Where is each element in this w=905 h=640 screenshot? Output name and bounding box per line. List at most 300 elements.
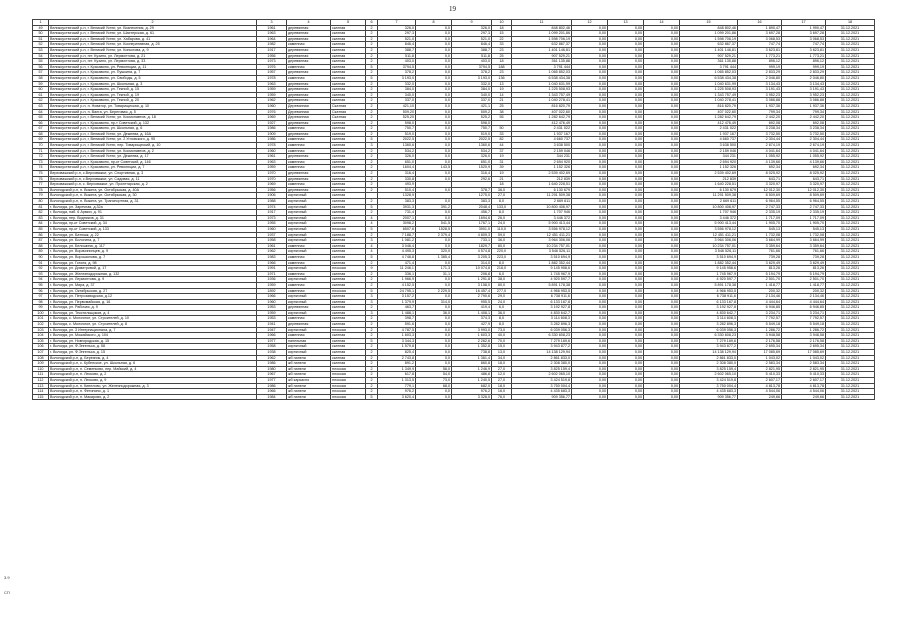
table-cell: 6 738 911,6 [680,294,738,300]
table-cell: 84 [33,221,49,227]
table-cell: 3 638 500 [680,143,738,149]
table-cell: кирпичный [287,199,331,205]
table-cell: 1960 [257,299,287,305]
table-cell: 486,6 [452,372,492,378]
table-cell: 0,00 [644,215,680,221]
table-cell: скатная [331,199,366,205]
table-cell: скатная [331,154,366,160]
table-cell: 31.12.2021 [826,47,875,53]
table-cell: 0,00 [572,53,608,59]
table-cell: 31.12.2021 [826,31,875,37]
table-cell: 31.12.2021 [826,366,875,372]
column-number: 13 [608,20,644,26]
table-cell: 891,2 [378,361,416,367]
table-cell: 1958 [257,238,287,244]
table-cell: 6,0 [492,271,512,277]
table-cell: 58,0 [416,366,452,372]
table-cell: 1978 [257,143,287,149]
table-cell: 2 [366,232,378,238]
table-cell: скатная [331,131,366,137]
table-cell: 188 [492,64,512,70]
table-cell: 5 549,18 [782,322,826,328]
table-cell: 3 424 519,8 [680,378,738,384]
table-cell: каменная [287,333,331,339]
table-cell: 2 [366,355,378,361]
table-cell: 18 [492,59,512,65]
table-cell: 4 748,8 [378,254,416,260]
column-number: 5 [331,20,366,26]
table-cell: 9 [366,266,378,272]
table-cell: 0,00 [644,148,680,154]
table-cell: 1962 [257,98,287,104]
table-cell: 2 [366,277,378,283]
table-cell: 61 [33,92,49,98]
table-cell: 2 861 833,0 [680,355,738,361]
table-cell: скатная [331,243,366,249]
table-cell: 2 [366,59,378,65]
table-cell: кирпичный [287,210,331,216]
table-cell: 50 [33,31,49,37]
table-cell: каменная [287,271,331,277]
table-cell: 17 085,69 [738,350,782,356]
table-cell: Вологодский р-н, п. Вожега, ул. Октябрьская, д. 30 [49,193,257,199]
table-cell: скатная [331,355,366,361]
table-cell: скатная [331,361,366,367]
table-cell: 25 [492,103,512,109]
table-cell: скатная [331,187,366,193]
table-cell: 412 476,49 [512,120,572,126]
table-cell: 0,00 [608,154,644,160]
table-cell: 0,00 [608,193,644,199]
table-cell: 21 [492,176,512,182]
table-cell: 0,00 [608,176,644,182]
table-cell: 0,00 [608,232,644,238]
table-cell: 1528,5 [416,226,452,232]
table-cell: 4 495,3 [378,249,416,255]
table-cell: 53 [33,47,49,53]
table-cell: г. Вологда, пр-кт Советский, д. 133 [49,226,257,232]
table-cell: 31.12.2021 [826,36,875,42]
table-cell: 0,0 [416,327,452,333]
table-cell: 1328,9 [378,193,416,199]
table-cell: 1 773,21 [738,53,782,59]
table-cell: 8 509,69 [782,193,826,199]
column-number: 2 [49,20,257,26]
table-cell: 14 138 129,94 [680,350,738,356]
table-cell: 96 [33,288,49,294]
table-cell: 5 [366,226,378,232]
table-cell: 0,00 [572,327,608,333]
table-cell: 0,00 [572,249,608,255]
table-cell: 2 [366,92,378,98]
table-cell: 0,0 [416,316,452,322]
table-cell: 3 [366,294,378,300]
table-cell: 2 431 022 [512,126,572,132]
table-cell: 4 139,66 [738,159,782,165]
table-cell: 510,4 [378,187,416,193]
table-cell: 12 012,30 [782,187,826,193]
table-cell: Великоустюгский р-н, г. Великий Устюг, ул. Вознесения, д. 29 [49,25,257,31]
table-cell: 31.12.2021 [826,266,875,272]
table-cell: 0,0 [416,215,452,221]
table-cell: 378,2 [378,70,416,76]
table-cell: скатная [331,92,366,98]
table-cell: 0,00 [572,42,608,48]
table-cell: 0,00 [644,109,680,115]
table-cell: 97 [33,294,49,300]
table-cell: 4 [366,243,378,249]
table-cell: 0,00 [608,350,644,356]
table-cell: 31.12.2021 [826,204,875,210]
table-cell: 18 [492,182,512,188]
table-cell: 591,6 [378,322,416,328]
table-cell: 0,0 [416,103,452,109]
table-cell: 3 629,49 [782,260,826,266]
table-cell: 3 359,64 [782,243,826,249]
table-cell: 0,00 [608,383,644,389]
table-cell: 1 286,72 [782,327,826,333]
table-cell: 3 086,88 [738,98,782,104]
table-cell: 3794,5 [378,64,416,70]
table-cell: 0,00 [608,109,644,115]
table-cell: 0,00 [644,282,680,288]
table-cell: 3794,5 [452,64,492,70]
table-cell: 108 [33,355,49,361]
table-cell: 314,0 [452,260,492,266]
table-cell: 747,74 [782,42,826,48]
table-cell: 0,00 [608,389,644,395]
table-cell: 2022,5 [452,137,492,143]
table-cell: 2 695,34 [782,344,826,350]
table-cell: 0,00 [572,215,608,221]
table-cell: 1767,1 [452,221,492,227]
table-cell: 816 820,79 [680,103,738,109]
table-cell: 0,00 [608,131,644,137]
table-cell: 0,00 [608,249,644,255]
table-cell: 391,2 [416,204,452,210]
table-cell: 102 [33,322,49,328]
table-cell: 0,00 [644,316,680,322]
table-cell: 31.12.2021 [826,277,875,283]
table-cell: 0,0 [416,47,452,53]
table-cell: кирпичный [287,350,331,356]
table-cell: 2 [366,305,378,311]
table-cell: плоская [331,366,366,372]
table-cell: 16,0 [492,389,512,395]
table-cell: 6 133 167,8 [512,299,572,305]
table-cell: 1 099 201,86 [512,31,572,37]
table-cell: 0,00 [608,98,644,104]
table-cell: 1 990,47 [782,25,826,31]
table-cell: 3 086,88 [782,98,826,104]
table-cell: 31.12.2021 [826,126,875,132]
table-cell: 80 [33,199,49,205]
table-cell: 77 [33,182,49,188]
table-cell: 1936 [257,277,287,283]
table-cell: 731,4 [378,210,416,216]
table-cell: 8,0 [492,260,512,266]
table-cell: 779,1 [378,383,416,389]
table-cell: 0,00 [608,199,644,205]
table-cell: 2 669 611 [680,199,738,205]
table-cell: 6 738 911,6 [512,294,572,300]
table-cell: 4 966 953,5 [680,288,738,294]
table-cell: 0,0 [416,305,452,311]
table-cell: г. Вологда, ул. 3 Интернационала, д. 7 [49,327,257,333]
table-cell: 344 231 [680,154,738,160]
table-cell: 292,6 [452,176,492,182]
table-cell: жб панели [287,366,331,372]
table-cell: 1959 [257,92,287,98]
table-cell: скатная [331,98,366,104]
table-cell: 18,0 [492,383,512,389]
table-cell: скатная [331,238,366,244]
table-cell: 3098,2 [378,221,416,227]
table-cell: 0,00 [644,271,680,277]
table-cell: 6 130 679 [512,187,572,193]
table-cell: 0,00 [644,204,680,210]
table-cell: 0,00 [644,294,680,300]
table-cell: 4 041,64 [738,148,782,154]
table-cell: 3 193,0 [452,75,492,81]
table-cell: 0,00 [608,115,644,121]
table-cell: 2 046,80 [782,75,826,81]
table-cell: 31.12.2021 [826,355,875,361]
table-cell: 0,00 [608,277,644,283]
table-cell: 31.12.2021 [826,81,875,87]
table-cell: г. Вологда, ул. Мира, д. 37 [49,282,257,288]
table-cell: плоская [331,389,366,395]
table-cell: 10 234 757,01 [512,243,572,249]
table-cell: 976,2 [378,389,416,395]
table-cell: 31.12.2021 [826,187,875,193]
table-cell: 750,7 [452,126,492,132]
table-cell: 31.12.2021 [826,75,875,81]
table-cell: 3 359,64 [738,243,782,249]
table-cell: деревянная [287,53,331,59]
table-cell: 0,0 [416,333,452,339]
table-cell: г. Вологда, ул. Первомайская, д. 16 [49,299,257,305]
table-cell: 2 [366,148,378,154]
table-cell: скатная [331,204,366,210]
table-cell: 1 040 278,41 [680,98,738,104]
table-cell: 1 313,5 [378,378,416,384]
table-cell: кирпичный [287,221,331,227]
table-cell: 1938 [257,350,287,356]
table-cell: 0,00 [644,389,680,395]
table-cell: 24 795,1 [378,288,416,294]
table-cell: 0,00 [608,137,644,143]
table-cell: 1974 [257,204,287,210]
table-cell: 747,74 [738,42,782,48]
table-cell: 0,0 [416,31,452,37]
table-cell: 1 773,21 [782,53,826,59]
table-cell: кирпичный [287,294,331,300]
table-cell: 31.12.2021 [826,59,875,65]
table-cell: г. Вологда, ул. Октябрьская, д. 27 [49,288,257,294]
table-cell: 2 [366,98,378,104]
table-cell: 90 [33,254,49,260]
table-cell: 403,0 [452,59,492,65]
table-cell: 2 [366,126,378,132]
table-cell: Великоустюгский р-н, г. Великий Устюг, ул. Шахтерская, д. 61 [49,31,257,37]
table-cell: 361 135,88 [512,59,572,65]
table-cell: Великоустюгский р-н, п. Новатор, ул. Товарищеская, д. 10 [49,103,257,109]
table-cell: 4 544,06 [738,389,782,395]
table-cell: 1961 [257,154,287,160]
table-cell: 9 145 958,6 [680,266,738,272]
table-cell: кирпичный [287,226,331,232]
table-cell: 31.12.2021 [826,383,875,389]
table-cell: 6 039 056,3 [512,327,572,333]
table-cell: 1941 [257,322,287,328]
table-cell: деревянная [287,98,331,104]
table-cell: 598,0 [378,120,416,126]
table-cell: 0,00 [608,238,644,244]
table-cell: 471,4 [378,260,416,266]
table-cell: 3 193,0 [378,75,416,81]
table-cell: 407 022,60 [512,109,572,115]
table-cell: 4 [366,249,378,255]
table-cell: 7 792,57 [738,316,782,322]
table-cell: 1957 [257,70,287,76]
table-cell: 2 [366,389,378,395]
table-cell: 0,00 [572,64,608,70]
table-cell: 3 964 306,06 [680,238,738,244]
table-cell: 31.12.2021 [826,322,875,328]
table-cell: 3 825 159,4 [680,366,738,372]
table-cell: 2 602 065,10 [512,372,572,378]
table-cell: 0,00 [644,232,680,238]
table-cell: 1 717,09 [782,215,826,221]
table-cell: 0,00 [572,148,608,154]
table-cell: 31.12.2021 [826,361,875,367]
table-cell: 1973 [257,215,287,221]
table-cell: 1961 [257,243,287,249]
table-cell: Великоустюгский р-н, г. Красавино, ул. Текной, д. 15 [49,87,257,93]
table-cell: 0,00 [572,115,608,121]
table-cell: 4 [366,221,378,227]
table-cell: 16 457,4 [452,288,492,294]
table-cell: 5 410,33 [782,372,826,378]
table-cell: 1 040 631,99 [680,81,738,87]
table-cell: 0,00 [644,36,680,42]
table-cell: 407 022,60 [680,109,738,115]
table-cell: 1 707 946 [680,210,738,216]
table-cell: 133,0 [492,204,512,210]
table-cell: 0,00 [572,92,608,98]
table-cell: 0,00 [608,215,644,221]
table-cell: 38 [492,109,512,115]
table-cell: 456,7 [452,210,492,216]
table-cell: 31.12.2021 [826,154,875,160]
table-cell: 316,4 [378,171,416,177]
table-cell: 509,20 [378,109,416,115]
table-cell: 3 328,0 [452,394,492,400]
table-cell: 519,0 [378,131,416,137]
table-cell: 2 [366,36,378,42]
table-cell: 66 [33,120,49,126]
table-cell: 68,0 [416,383,452,389]
table-cell: 136 [492,75,512,81]
table-cell: 3 697,28 [782,31,826,37]
table-cell: 1 401 146,81 [680,47,738,53]
table-cell: 3 943 877,2 [512,344,572,350]
table-cell: 0,00 [608,333,644,339]
table-cell: 143,5 [416,165,452,171]
column-number: 8 [416,20,452,26]
table-cell: 31.12.2021 [826,350,875,356]
table-cell: 1 937 167 [512,131,572,137]
table-cell: 2 [366,115,378,121]
table-cell: 1 966,9 [378,277,416,283]
table-cell: 27,0 [492,366,512,372]
table-cell: 11 291 509,38 [680,193,738,199]
table-cell: 2 [366,361,378,367]
table-cell: 0,00 [644,87,680,93]
table-cell: 3 134,43 [738,81,782,87]
table-cell: 14 [492,92,512,98]
table-cell: 2 694 920 [680,159,738,165]
table-cell: 36,0 [492,310,512,316]
table-cell: 2 335,19 [782,210,826,216]
table-cell: 62 [33,98,49,104]
table-cell: 1906 [257,193,287,199]
table-cell: жб панели [287,355,331,361]
column-number: 4 [287,20,331,26]
table-cell: 0,0 [416,338,452,344]
table-cell: 2 [366,70,378,76]
table-cell: 0,00 [572,271,608,277]
column-number: 12 [572,20,608,26]
table-cell: 3 943 877,2 [680,344,738,350]
table-cell: 0,00 [572,87,608,93]
table-cell: 31.12.2021 [826,254,875,260]
table-cell: 8,0 [492,199,512,205]
table-cell: 3 629,49 [738,260,782,266]
table-cell: 384,0 [452,87,492,93]
table-cell: 59 [33,81,49,87]
table-cell: 8 025,92 [738,171,782,177]
table-cell: 36,0 [492,187,512,193]
table-cell: скатная [331,31,366,37]
table-cell: каменная [287,126,331,132]
table-cell: 617,8 [378,372,416,378]
table-cell: 0,00 [572,193,608,199]
table-cell: г. Вологда, ул. Заречная, д.32а [49,204,257,210]
table-cell: 2 176,58 [782,338,826,344]
table-cell: 374,3 [452,316,492,322]
table-cell: 4 139,66 [782,159,826,165]
table-cell: 12 451 411,21 [680,232,738,238]
table-cell: 31.12.2021 [826,288,875,294]
table-cell: жб панели [287,383,331,389]
table-cell: 0,00 [608,271,644,277]
table-cell: 1917 [257,210,287,216]
table-cell: 0,00 [608,148,644,154]
table-cell: скатная [331,333,366,339]
table-cell: г. Вологда, ул. Петрозаводская, д.12 [49,294,257,300]
table-cell: 52 [33,42,49,48]
table-cell: 31.12.2021 [826,64,875,70]
table-cell: 3 546 526,11 [680,249,738,255]
table-cell: 0,00 [644,372,680,378]
table-cell: 4 830 642,7 [512,310,572,316]
table-cell: 0,00 [572,70,608,76]
table-cell: 3 134,43 [782,81,826,87]
table-cell: 31.12.2021 [826,70,875,76]
table-cell: 1 890,47 [738,25,782,31]
